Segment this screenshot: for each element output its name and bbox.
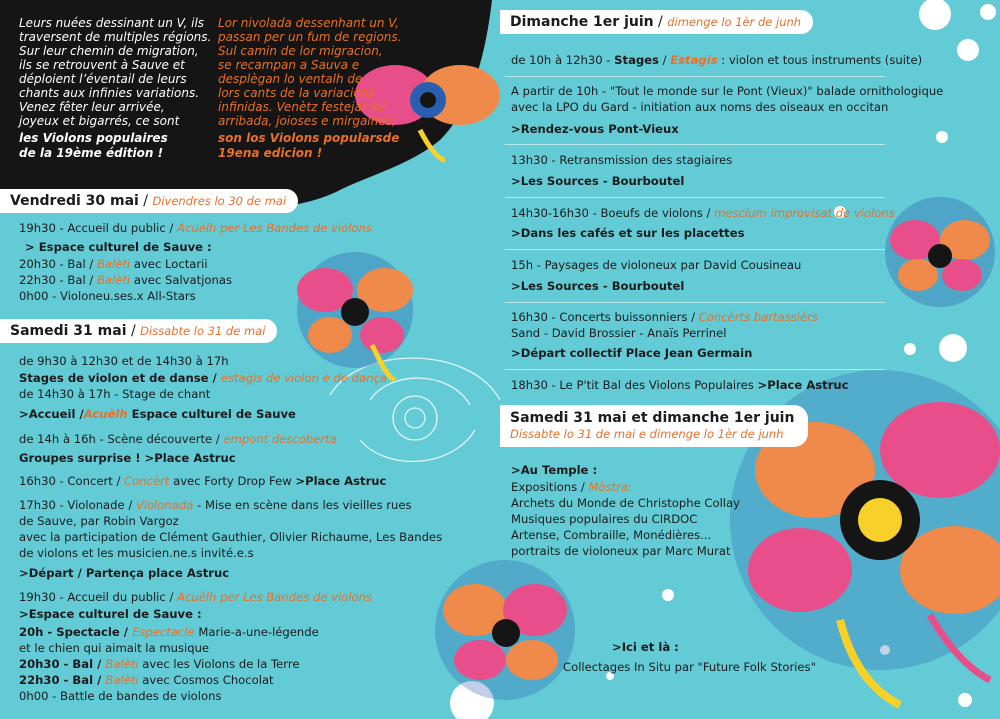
event-text-oc: Acuèlh per Les Bandes de violons [177, 221, 373, 235]
event-text-oc: Balèti [96, 273, 131, 287]
intro-fr-line: déploient l’éventail de leurs [19, 72, 187, 86]
event-text: 16h30 - Concert / [19, 474, 125, 488]
intro-oc-line: lors cants de la variacions [218, 86, 375, 100]
saturday-row [19, 657, 300, 671]
event-text: 22h30 - Bal / [19, 273, 97, 287]
intro-oc-line: passan per un fum de regions. [218, 30, 402, 44]
sunday-venue: >Départ collectif Place Jean Germain [511, 346, 753, 360]
event-text: avec Forty Drop Few [169, 474, 296, 488]
divider [505, 76, 885, 77]
event-venue: >Place Astruc [295, 474, 387, 488]
event-text: Marie-a-une-légende [194, 625, 319, 639]
divider [505, 302, 885, 303]
friday-header [0, 189, 298, 213]
weekend-row: Artense, Combraille, Monédières... [511, 528, 712, 542]
event-text-oc: Violonada [135, 498, 194, 512]
sunday-venue: >Les Sources - Bourboutel [511, 174, 685, 188]
sunday-row: 13h30 - Retransmission des stagiaires [511, 153, 733, 167]
saturday-venue: >Espace culturel de Sauve : [19, 607, 202, 621]
intro-oc-line: son los Violons popularsde [218, 131, 400, 145]
weekend-row: Archets du Monde de Christophe Collay [511, 496, 740, 510]
event-text: 16h30 - Concerts buissonniers / [511, 310, 699, 324]
sunday-venue: >Les Sources - Bourboutel [511, 279, 685, 293]
sunday-row: A partir de 10h - "Tout le monde sur le Pont (Vieux)" balade ornithologique [511, 84, 944, 98]
event-text-oc: empont descoberta [223, 432, 337, 446]
event-text: >Accueil / [19, 407, 84, 421]
friday-row [19, 273, 232, 287]
sunday-row [511, 378, 849, 392]
intro-fr-line: joyeux et bigarrés, ce sont [19, 114, 180, 128]
saturday-header-fr: Samedi 31 mai [10, 323, 127, 339]
sunday-row: avec la LPO du Gard - initiation aux noms des oiseaux en occitan [511, 100, 889, 114]
intro-fr-line: de la 19ème édition ! [19, 146, 164, 160]
weekend-row [511, 480, 632, 494]
event-text: avec Salvatjonas [130, 273, 233, 287]
sunday-header-oc: dimenge lo 1èr de junh [667, 15, 802, 29]
intro-oc-line: infinidas. Venètz festejar lor [218, 100, 387, 114]
event-text: Stages [614, 53, 659, 67]
event-text: 20h - Spectacle / [19, 625, 133, 639]
event-text: 20h30 - Bal / [19, 257, 97, 271]
saturday-row: de 9h30 à 12h30 et de 14h30 à 17h [19, 354, 229, 368]
flower-motif-bottom [435, 560, 575, 700]
intro-oc-line: Sul camin de lor migracion, [218, 44, 383, 58]
saturday-row [19, 590, 372, 604]
flower-motif-right [885, 197, 995, 307]
event-text: 19h30 - Accueil du public / [19, 221, 178, 235]
sunday-header [500, 10, 813, 34]
weekend-venue: >Au Temple : [511, 463, 598, 477]
event-text-oc: Concèrt [124, 474, 170, 488]
weekend-header [500, 405, 808, 447]
event-text-oc: Espectacle [132, 625, 195, 639]
saturday-row [19, 474, 386, 488]
event-text: - Mise en scène dans les vieilles rues [193, 498, 412, 512]
saturday-row [19, 371, 387, 385]
sunday-venue: >Rendez-vous Pont-Vieux [511, 122, 679, 136]
saturday-row [19, 498, 412, 512]
sunday-row: 15h - Paysages de violoneux par David Cousineau [511, 258, 802, 272]
event-text-oc: Mòstra: [588, 480, 632, 494]
event-text: de 14h à 16h - Scène découverte / [19, 432, 224, 446]
event-text: avec Loctarii [130, 257, 208, 271]
event-text-oc: Concèrts bartassièrs [698, 310, 818, 324]
header-separator: / [138, 193, 153, 209]
event-text-oc: Balèti [105, 673, 139, 687]
intro-oc-line: arribada, joioses e mirgalhes, [218, 114, 396, 128]
saturday-row: de Sauve, par Robin Vargoz [19, 514, 179, 528]
sunday-row [511, 53, 922, 67]
intro-oc-line: desplègan lo ventalh de [218, 72, 363, 86]
event-text: 22h30 - Bal / [19, 673, 106, 687]
friday-header-fr: Vendredi 30 mai [10, 193, 139, 209]
event-text: 14h30-16h30 - Boeufs de violons / [511, 206, 715, 220]
saturday-row: de violons et les musicien.ne.s invité.e.s [19, 546, 254, 560]
event-text: Stages de violon et de danse / [19, 371, 221, 385]
event-text-oc: Balèti [96, 257, 131, 271]
saturday-row: Groupes surprise ! >Place Astruc [19, 451, 236, 465]
event-venue: >Place Astruc [757, 378, 849, 392]
intro-fr-line: traversent de multiples régions. [19, 30, 212, 44]
event-text-oc: Balèti [105, 657, 139, 671]
event-text-oc: Estagis [670, 53, 718, 67]
event-text: 18h30 - Le P'tit Bal des Violons Populaires [511, 378, 758, 392]
saturday-row [19, 689, 221, 703]
divider [505, 144, 885, 145]
friday-header-oc: Divendres lo 30 de mai [152, 194, 287, 208]
divider [505, 369, 885, 370]
event-text: 19h30 - Accueil du public / [19, 590, 178, 604]
divider [505, 249, 885, 250]
event-text: avec les Violons de la Terre [138, 657, 300, 671]
event-text: Expositions / [511, 480, 589, 494]
sunday-row: Sand - David Brossier - Anaïs Perrinel [511, 326, 727, 340]
friday-row [19, 221, 372, 235]
sunday-row [511, 206, 895, 220]
weekend-row: portraits de violoneux par Marc Murat [511, 544, 731, 558]
weekend-row: Musiques populaires du CIRDOC [511, 512, 698, 526]
saturday-row: et le chien qui aimait la musique [19, 641, 210, 655]
event-text-oc: mesclum improvisat de violons [714, 206, 895, 220]
intro-oc-line: Lor nivolada dessenhant un V, [218, 16, 399, 30]
event-text: 17h30 - Violonade / [19, 498, 136, 512]
event-text: 20h30 - Bal / [19, 657, 106, 671]
intro-fr-line: les Violons populaires [19, 131, 168, 145]
event-text-oc: Acuèlh [83, 407, 128, 421]
saturday-row [19, 625, 319, 639]
header-separator: / [126, 323, 141, 339]
event-text: / [658, 53, 671, 67]
saturday-row [19, 407, 296, 421]
event-text: de 10h à 12h30 - [511, 53, 615, 67]
weekend-header-oc: Dissabte lo 31 de mai e dimenge lo 1èr de junh [510, 427, 784, 441]
sunday-header-fr: Dimanche 1er juin [510, 14, 654, 30]
event-text: Espace culturel de Sauve [127, 407, 296, 421]
friday-venue: > Espace culturel de Sauve : [25, 240, 212, 254]
divider [505, 197, 885, 198]
intro-fr-line: chants aux infinies variations. [19, 86, 200, 100]
weekend-row: Collectages In Situ par "Future Folk Stories" [563, 660, 816, 674]
friday-row [19, 257, 208, 271]
sunday-row [511, 310, 818, 324]
flower-motif-middle [297, 252, 413, 380]
friday-row: 0h00 - Violoneu.ses.x All-Stars [19, 289, 196, 303]
event-text: 0h00 - Battle de bandes de violons [19, 689, 222, 703]
saturday-header [0, 319, 277, 343]
saturday-row: avec la participation de Clément Gauthier, Olivier Richaume, Les Bandes [19, 530, 443, 544]
event-text: avec Cosmos Chocolat [138, 673, 274, 687]
intro-oc-line: se recampan a Sauva e [218, 58, 360, 72]
sunday-venue: >Dans les cafés et sur les placettes [511, 226, 745, 240]
event-text-oc: Acuèlh per Les Bandes de violons [177, 590, 373, 604]
weekend-header-fr: Samedi 31 mai et dimanche 1er juin [510, 410, 795, 426]
weekend-venue: >Ici et là : [612, 640, 679, 654]
saturday-row [19, 432, 337, 446]
saturday-row [19, 673, 274, 687]
saturday-header-oc: Dissabte lo 31 de mai [140, 324, 266, 338]
saturday-row: >Départ / Partença place Astruc [19, 566, 230, 580]
event-text-oc: estagis de violon e de dança [220, 371, 387, 385]
header-separator: / [653, 14, 668, 30]
intro-fr-line: Leurs nuées dessinant un V, ils [19, 16, 205, 30]
event-text: : violon et tous instruments (suite) [717, 53, 923, 67]
saturday-row: de 14h30 à 17h - Stage de chant [19, 387, 211, 401]
intro-oc-line: 19ena edicion ! [218, 146, 323, 160]
intro-fr-line: Venez fêter leur arrivée, [19, 100, 165, 114]
intro-fr-line: Sur leur chemin de migration, [19, 44, 199, 58]
intro-fr-line: ils se retrouvent à Sauve et [19, 58, 185, 72]
